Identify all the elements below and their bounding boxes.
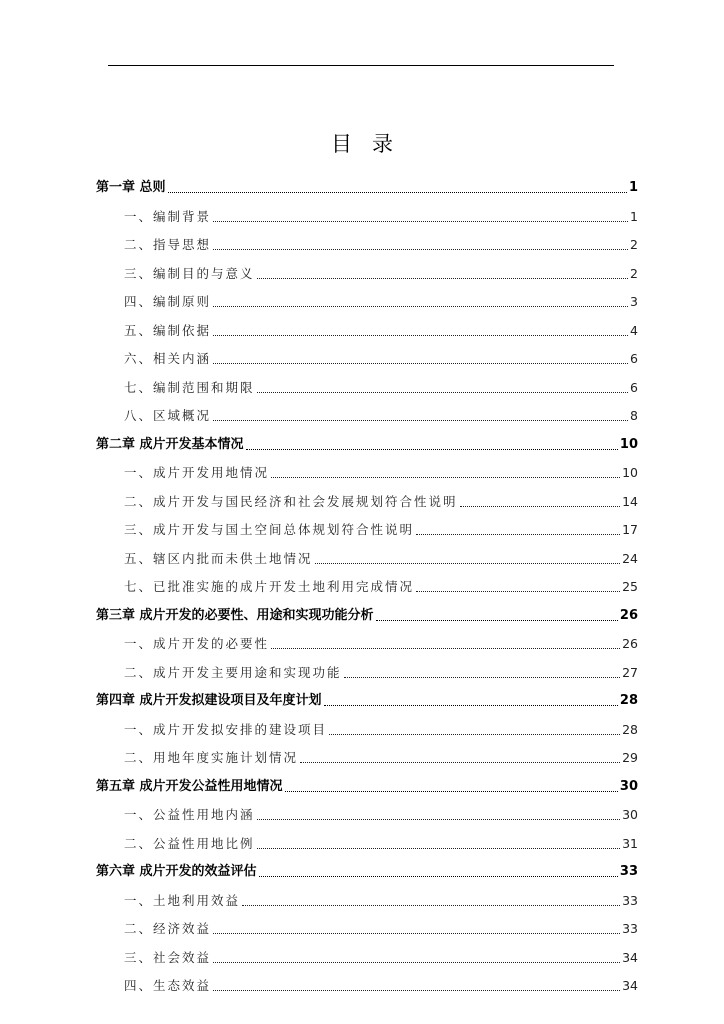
toc-chapter-entry[interactable] [96, 168, 638, 196]
toc-section-entry[interactable] [124, 225, 638, 253]
dot-leader [168, 192, 627, 193]
toc-chapter-entry[interactable] [96, 852, 638, 880]
dot-leader [460, 506, 621, 507]
toc-entry-label: 第五章 成片开发公益性用地情况 [96, 778, 283, 794]
toc-section-entry[interactable] [124, 482, 638, 510]
toc-entry-page-number: 2 [630, 237, 638, 252]
dot-leader [242, 905, 620, 906]
dot-leader [257, 278, 629, 279]
dot-leader [271, 477, 620, 478]
toc-entry-label: 三、社会效益 [124, 949, 212, 965]
toc-title: 目录 [331, 132, 413, 156]
toc-entry-label: 第三章 成片开发的必要性、用途和实现功能分析 [96, 607, 374, 623]
dot-leader [324, 705, 618, 706]
dot-leader [213, 990, 620, 991]
toc-section-entry[interactable] [124, 510, 638, 538]
dot-leader [213, 335, 628, 336]
toc-section-entry[interactable] [124, 710, 638, 738]
toc-entry-label: 五、编制依据 [124, 322, 212, 338]
dot-leader [257, 392, 629, 393]
dot-leader [315, 563, 621, 564]
toc-entry-label: 七、编制范围和期限 [124, 379, 255, 395]
toc-entry-page-number: 2 [630, 265, 638, 281]
toc-entry-label: 第二章 成片开发基本情况 [96, 436, 244, 452]
toc-entry-page-number: 30 [622, 807, 638, 822]
toc-entry-page-number: 26 [622, 636, 638, 651]
toc-entry-label: 二、公益性用地比例 [124, 835, 255, 851]
toc-entry-page-number: 31 [622, 835, 638, 851]
toc-entry-label: 五、辖区内批而未供土地情况 [124, 550, 313, 566]
toc-section-entry[interactable] [124, 966, 638, 994]
dot-leader [257, 819, 621, 820]
toc-entry-label: 一、成片开发的必要性 [124, 636, 270, 651]
dot-leader [344, 677, 621, 678]
toc-entry-page-number: 1 [628, 180, 638, 195]
toc-section-entry[interactable] [124, 624, 638, 652]
toc-entry-page-number: 1 [630, 208, 638, 224]
toc-chapter-entry[interactable] [96, 596, 638, 624]
dot-leader [246, 449, 618, 450]
toc-section-entry[interactable] [124, 254, 638, 282]
toc-entry-page-number: 8 [630, 408, 638, 423]
toc-entry-page-number: 6 [630, 379, 638, 395]
dot-leader [271, 648, 620, 649]
toc-entry-label: 一、编制背景 [124, 208, 212, 224]
toc-entry-label: 七、已批准实施的成片开发土地利用完成情况 [124, 579, 415, 594]
toc-chapter-entry[interactable] [96, 681, 638, 709]
toc-entry-label: 二、指导思想 [124, 237, 212, 252]
dot-leader [259, 876, 618, 877]
toc-section-entry[interactable] [124, 653, 638, 681]
toc-entry-label: 四、编制原则 [124, 294, 212, 309]
toc-entry-page-number: 17 [622, 522, 638, 537]
toc-entry-label: 一、成片开发拟安排的建设项目 [124, 721, 328, 737]
dot-leader [213, 249, 628, 250]
toc-entry-page-number: 34 [622, 978, 638, 993]
dot-leader [213, 420, 628, 421]
toc-entry-label: 二、用地年度实施计划情况 [124, 750, 299, 765]
toc-chapter-entry[interactable] [96, 767, 638, 795]
toc-entry-page-number: 10 [619, 436, 638, 452]
dot-leader [416, 534, 620, 535]
toc-section-entry[interactable] [124, 368, 638, 396]
dot-leader [213, 962, 620, 963]
toc-entry-page-number: 27 [622, 664, 638, 680]
toc-entry-page-number: 26 [619, 607, 638, 623]
toc-section-entry[interactable] [124, 909, 638, 937]
toc-section-entry[interactable] [124, 282, 638, 310]
toc-entry-page-number: 3 [630, 294, 638, 309]
toc-entry-label: 一、成片开发用地情况 [124, 465, 270, 480]
toc-entry-page-number: 14 [622, 493, 638, 509]
toc-section-entry[interactable] [124, 311, 638, 339]
toc-entry-label: 第一章 总则 [96, 180, 166, 195]
toc-section-entry[interactable] [124, 795, 638, 823]
toc-section-entry[interactable] [124, 539, 638, 567]
toc-entry-page-number: 33 [619, 864, 638, 879]
dot-leader [416, 591, 620, 592]
dot-leader [213, 306, 628, 307]
toc-entry-label: 八、区域概况 [124, 408, 212, 423]
dot-leader [213, 221, 628, 222]
toc-entry-page-number: 29 [622, 750, 638, 765]
toc-entry-page-number: 6 [630, 351, 638, 366]
toc-entry-page-number: 28 [622, 721, 638, 737]
toc-section-entry[interactable] [124, 197, 638, 225]
toc-entry-page-number: 33 [622, 892, 638, 908]
toc-entry-page-number: 10 [622, 465, 638, 480]
toc-entry-label: 三、成片开发与国土空间总体规划符合性说明 [124, 522, 415, 537]
toc-entry-label: 三、编制目的与意义 [124, 265, 255, 281]
header-rule [108, 65, 614, 66]
toc-entry-page-number: 24 [622, 550, 638, 566]
toc-entry-page-number: 30 [619, 778, 638, 794]
toc-entry-page-number: 34 [622, 949, 638, 965]
toc-section-entry[interactable] [124, 938, 638, 966]
dot-leader [376, 620, 618, 621]
dot-leader [329, 734, 620, 735]
toc-entry-label: 六、相关内涵 [124, 351, 212, 366]
toc-section-entry[interactable] [124, 396, 638, 424]
toc-section-entry[interactable] [124, 453, 638, 481]
toc-entry-label: 二、成片开发与国民经济和社会发展规划符合性说明 [124, 493, 458, 509]
toc-entry-label: 第六章 成片开发的效益评估 [96, 864, 257, 879]
dot-leader [213, 363, 628, 364]
toc-section-entry[interactable] [124, 824, 638, 852]
toc-entry-label: 一、公益性用地内涵 [124, 807, 255, 822]
toc-section-entry[interactable] [124, 881, 638, 909]
toc-entry-label: 二、经济效益 [124, 921, 212, 936]
toc-chapter-entry[interactable] [96, 425, 638, 453]
toc-entry-page-number: 25 [622, 579, 638, 594]
toc-entry-page-number: 33 [622, 921, 638, 936]
toc-section-entry[interactable] [124, 738, 638, 766]
toc-entry-label: 一、土地利用效益 [124, 892, 241, 908]
toc-section-entry[interactable] [124, 567, 638, 595]
dot-leader [300, 762, 620, 763]
toc-section-entry[interactable] [124, 339, 638, 367]
dot-leader [285, 791, 618, 792]
toc-entry-page-number: 4 [630, 322, 638, 338]
toc-entry-label: 第四章 成片开发拟建设项目及年度计划 [96, 693, 322, 708]
toc-entry-page-number: 28 [619, 693, 638, 708]
toc-entry-label: 二、成片开发主要用途和实现功能 [124, 664, 342, 680]
dot-leader [257, 848, 621, 849]
toc-entry-label: 四、生态效益 [124, 978, 212, 993]
dot-leader [213, 933, 620, 934]
